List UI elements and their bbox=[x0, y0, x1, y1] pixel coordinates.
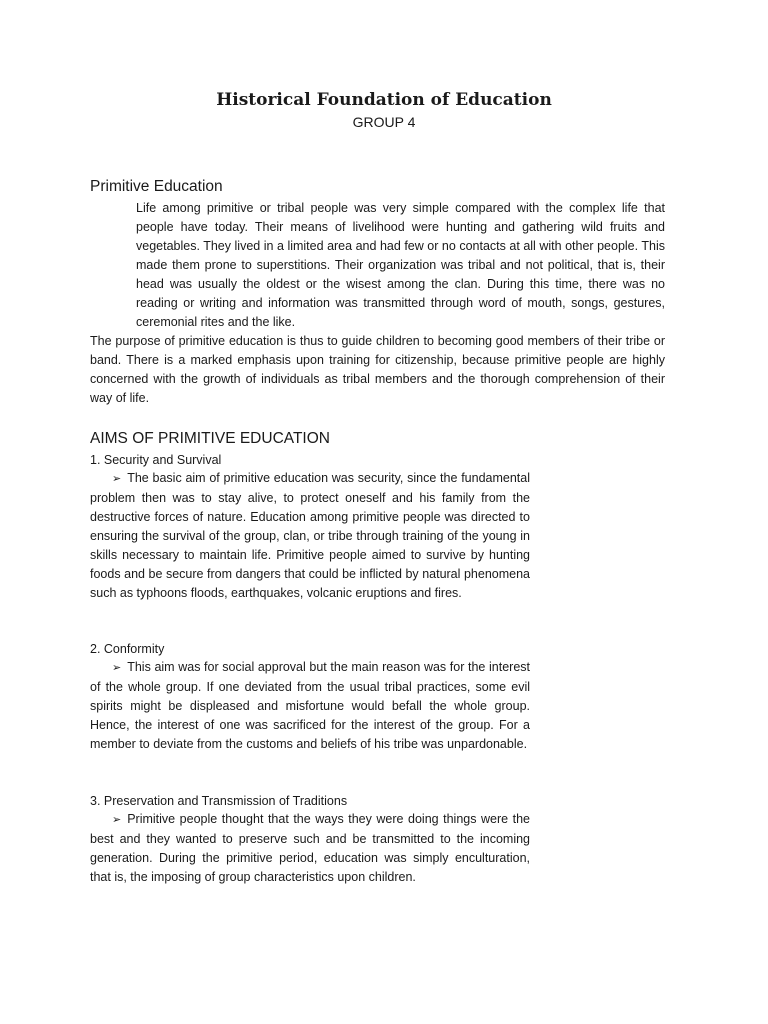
aims-heading: AIMS OF PRIMITIVE EDUCATION bbox=[90, 430, 330, 447]
section-text: This aim was for social approval but the main reason was for the interest of the whole group. If one deviated from the usual tribal practices, some evil spirits might be displeased and misfortune would befall the whole group. Hence, the interest of one was sacrificed for the interest of the group. For a member to deviate from the customs and beliefs of his tribe was unpardonable. bbox=[90, 660, 530, 751]
section-body-traditions bbox=[90, 810, 530, 887]
section-text: Primitive people thought that the ways they were doing things were the best and they wanted to preserve such and be transmitted to the incoming generation. During the primitive period, education was simply enculturation, that is, the imposing of group characteristics upon children. bbox=[90, 812, 530, 884]
document-subtitle: GROUP 4 bbox=[352, 114, 416, 130]
arrow-bullet-icon: ➢ bbox=[112, 814, 122, 826]
arrow-bullet-icon: ➢ bbox=[112, 473, 122, 485]
primitive-intro-paragraph: Life among primitive or tribal people was very simple compared with the complex life that people have today. Their means of livelihood were hunting and gathering wild fruits and vegetables. They lived in a limited area and had few or no contacts at all with other people. This made them prone to superstitions. Their organization was tribal and not political, that is, their head was usually the oldest or the wisest among the clan. During this time, there was no reading or writing and information was transmitted through word of mouth, songs, gestures, ceremonial rites and the like. bbox=[136, 201, 665, 329]
document-title: Historical Foundation of Education bbox=[216, 90, 552, 110]
arrow-bullet-icon: ➢ bbox=[112, 662, 122, 674]
section-body-conformity bbox=[90, 658, 530, 754]
primitive-education-heading: Primitive Education bbox=[90, 178, 223, 195]
section-text: The basic aim of primitive education was security, since the fundamental problem then was to stay alive, to protect oneself and his family from the destructive forces of nature. Education among primitive people was directed to ensuring the survival of the group, clan, or tribe through training of the young in skills necessary to maintain life. Primitive people aimed to survive by hunting foods and be secure from dangers that could be inflicted by natural phenomena such as typhoons floods, earthquakes, volcanic eruptions and fires. bbox=[90, 471, 530, 600]
section-title-traditions: 3. Preservation and Transmission of Traditions bbox=[90, 794, 348, 808]
section-body-security bbox=[90, 469, 530, 603]
section-title-security: 1. Security and Survival bbox=[90, 453, 222, 467]
section-title-conformity: 2. Conformity bbox=[90, 642, 165, 656]
primitive-purpose-paragraph: The purpose of primitive education is thus to guide children to becoming good members of their tribe or band. There is a marked emphasis upon training for citizenship, because primitive people are highly concerned with the growth of individuals as tribal members and the thorough comprehension of their way of life. bbox=[90, 334, 665, 405]
